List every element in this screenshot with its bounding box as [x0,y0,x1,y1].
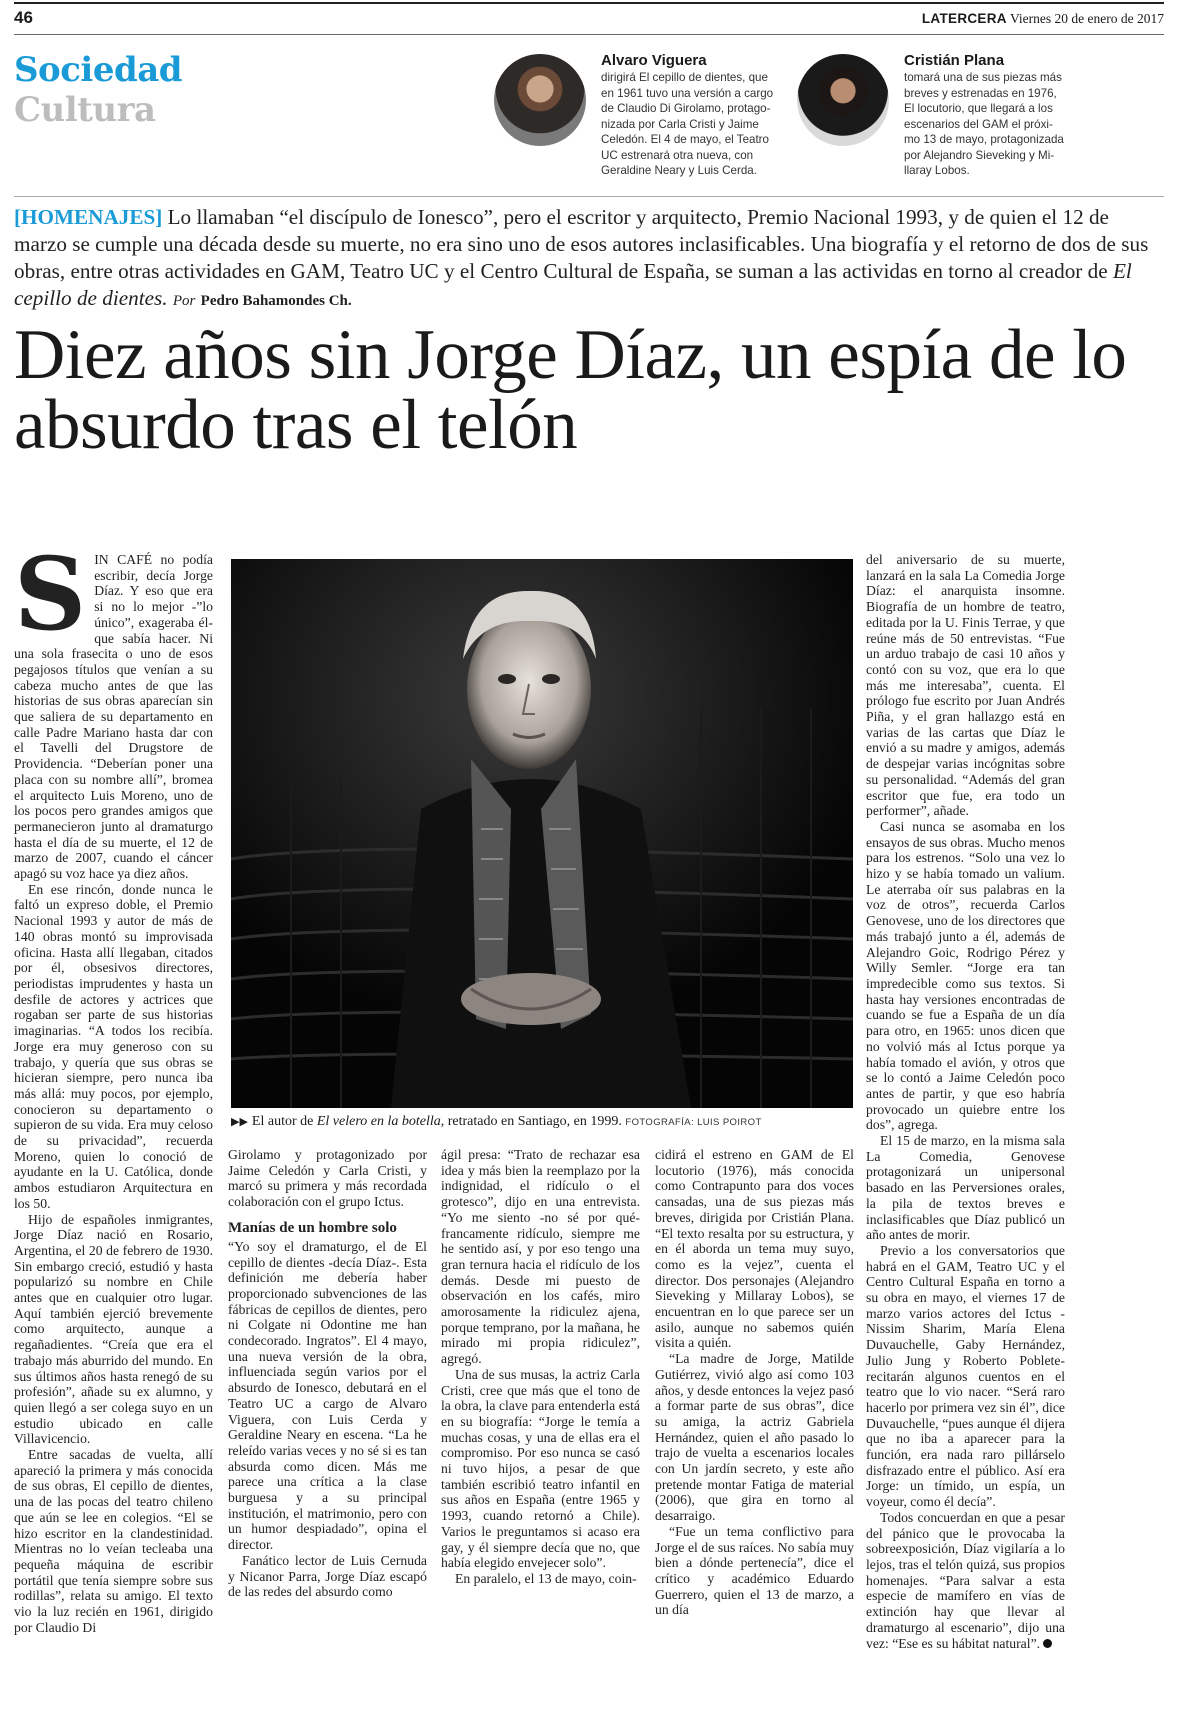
top-rule [14,2,1164,4]
paragraph: “Yo soy el dramaturgo, el de El cepillo de dientes -decía Díaz-. Esta definición me debería haber proporcionado subvenciones de las fábricas de cepillos de dientes, pero ni Colgate ni Odontine me han condecorado. Ingratos”. El 4 mayo, una nueva versión de la obra, influenciada según varios por el absurdo de Ionesco, debutará en el Teatro UC a cargo de Alvaro Viguera, con Luis Cerda y Geraldine Neary en escena. “La he releído varias veces y no sé si es tan absurda como dicen. Más me parece una crítica a la clase burguesa y a su principal institución, el matrimonio, pero con un humor despiadado”, opina el director. [228,1238,427,1553]
profile-alvaro-viguera [601,52,786,179]
end-mark-icon [1043,1639,1052,1648]
photo-caption [231,1113,853,1132]
article-column-5 [866,552,1065,1651]
paragraph: Una de sus musas, la actriz Carla Cristi, cree que más que el tono de la obra, la clave para entenderla está en su biografía: “Jorge le temía a muchas cosas, y una de ellas era el compromiso. Por eso nunca se casó ni tuvo hijos, a pesar de que también escribió teatro infantil en sus años en España (entre 1965 y 1993, cuando retornó a Chile). Varios le preguntamos si acaso era gay, y él siempre decía que no, que había elegido envejecer solo”. [441,1366,640,1571]
caption-title: El velero en la botella [316,1114,441,1129]
paragraph: Previo a los conversatorios que habrá en el GAM, Teatro UC y el Centro Cultural España en torno a su obra en mayo, el viernes 17 de marzo varios actores del Ictus -Nissim Sharim, María Elena Duvauchelle, Gaby Hernández, Julio Jung y Roberto Poblete- recitarán algunos cuentos en el teatro que lo vio nacer. “Será raro hacerlo por primera vez sin él”, dice Duvauchelle, “pues aunque él dijera que no iba a aparecer para la función, era nada raro pillárselo disfrazado entre el público. Así era Jorge: un tímido, un espía, un voyeur, como él decía”. [866,1242,1065,1510]
profile-name: Cristián Plana [904,52,1005,69]
article-column-2 [228,1147,427,1600]
paragraph: En paralelo, el 13 de mayo, coin- [455,1570,637,1586]
caption-text-end: , retratado en Santiago, en 1999. [440,1114,622,1129]
lead-title-ref: El cepillo de dientes. [14,259,1132,310]
avatar-alvaro-viguera [494,54,586,146]
profile-description: dirigirá El cepillo de dientes, que en 1961 tuvo una versión a cargo de Claudio Di Girolamo, protago- nizada por Carla Cristi y Jaime Celedón. El 4 de mayo, el Teatro UC estrenará otra nueva, con Geraldine Neary y Luis Cerda. [601,71,774,177]
brand-name: LATERCERA [921,11,1007,26]
byline-author: Pedro Bahamondes Ch. [200,293,352,309]
paragraph: Entre sacadas de vuelta, allí apareció la primera y más conocida de sus obras, El cepillo de dientes, una de las pocas del teatro chileno que aún se lee en colegios. “El se hizo escritor en la clandestinidad. Mientras no lo veían tecleaba una pequeña máquina de escribir portátil que tenía siempre sobre sus rodillas”, relata su amigo. El texto vio la luz recién en 1961, dirigido por Claudio Di [14,1447,213,1635]
drop-cap: S [14,535,87,653]
lead-text: Lo llamaban “el discípulo de Ionesco”, pero el escritor y arquitecto, Premio Nacional 1993, y de quien el 12 de marzo se cumple una década desde su muerte, no era sino uno de esos autores inclasificables. Una biografía y el retorno de dos de sus obras, entre otras actividades en GAM, Teatro UC y el Centro Cultural de España, se suman a las actividas en torno al creador de [14,205,1149,283]
headline: Diez años sin Jorge Díaz, un espía de lo absurdo tras el telón [14,316,1127,464]
paragraph: del aniversario de su muerte, lanzará en la sala La Comedia Jorge Díaz: el anarquista insomne. Biografía de un hombre de teatro, editada por la U. Finis Terrae, y que reúne más de 50 entrevistas. “Fue un arduo trabajo de casi 10 años y contó con su voz, que era lo que más me interesaba”, cuenta. El prólogo fue escrito por Juan Andrés Piña, y el gran hallazgo está en varias de las cartas que Díaz le envió a su madre y amigos, además de despejar varias incógnitas sobre su personalidad. “Además del gran escritor que fue, era todo un performer”, añade. [866,552,1065,819]
paragraph-last [866,1510,1065,1651]
lead-paragraph [14,204,1164,315]
paragraph: Girolamo y protagonizado por Jaime Celedón y Carla Cristi, y marcó su primera y más recordada colaboración con el grupo Ictus. [228,1147,427,1210]
issue-date: Viernes 20 de enero de 2017 [1009,11,1164,26]
paragraph: IN CAFÉ no podía escribir, decía Jorge Díaz. Y eso que era si no lo mejor -”lo único”, exageraba él- que sabía hacer. Ni una sola frasecita o uno de esos pegajosos títulos que venían a su cabeza mucho antes de que las historias de sus obras aparecían sin que saliera de su departamento en calle Padre Mariano hasta dar con el Tavelli del Drugstore de Providencia. “Deberían poner una placa con su nombre allí”, bromea el arquitecto Luis Moreno, uno de los pocos pero grandes amigos que permanecieron junto al dramaturgo hasta el día de su muerte, el 12 de marzo de 2007, cuando el cáncer apagó su voz hace ya diez años. [14,552,213,882]
profile-name: Alvaro Viguera [601,52,707,69]
paragraph: “La madre de Jorge, Matilde Gutiérrez, vivió algo así como 103 años, y desde entonces la vejez pasó a formar parte de sus obras”, dice su amiga, la actriz Gabriela Hernández, quien el año pasado lo trajo de vuelta a escenarios locales con Un jardín secreto, y este año pretende montar Fatiga de material (2006), que gira en torno al desarraigo. [655,1351,854,1524]
profile-cristian-plana [904,52,1084,179]
avatar-cristian-plana [797,54,889,146]
header-rule [14,34,1164,35]
subsection-title: Cultura [14,90,156,130]
paragraph: En ese rincón, donde nunca le faltó un expreso doble, el Premio Nacional 1993 y autor de más de 140 obras montó su improvisada oficina. Hasta allí llegaban, citados por él, obsesivos directores, periodistas imprudentes y hasta un desfile de actores y actrices que rogaban ser parte de sus historias imaginarias. “A todos los recibía. Jorge era muy generoso con su trabajo, y quería que sus obras se hicieran siempre, pero nunca iba más allá: muy pocos, por ejemplo, conocieron su departamento o supieron de su vida. Era muy celoso de su privacidad”, recuerda Moreno, quien lo conoció de ayudante en la U. Católica, donde ambos estudiaron Arquitectura en los 50. [14,881,213,1211]
portrait-photo [231,559,853,1108]
photo-credit: FOTOGRAFÍA: LUIS POIROT [625,1117,762,1128]
section-title: Sociedad [14,50,183,90]
paragraph: Hijo de españoles inmigrantes, Jorge Díaz nació en Rosario, Argentina, el 20 de febrero de 1930. Sin embargo creció, estudió y hasta popularizó su nombre en Chile antes que en cualquier otro lugar. Aquí también ejerció brevemente como arquitecto, aunque a regañadientes. “Creía que era el trabajo más aburrido del mundo. En sus últimos años hasta renegó de su profesión”, añade su ex alumno, y quien llegó a ser colega suyo en un estudio ubicado en calle Villavicencio. [14,1211,213,1447]
page-number: 46 [14,8,33,27]
caption-arrows-icon: ▶▶ [231,1116,248,1128]
article-column-1 [14,535,213,1636]
paragraph: El 15 de marzo, en la misma sala La Comedia, Genovese protagonizará un unipersonal basado en las Perversiones orales, la pila de textos breves e inclasificables que Díaz publicó un año antes de morir. [866,1133,1065,1243]
paragraph-text: Todos concuerdan en que a pesar del pánico que le provocaba la sobreexposición, Díaz vigilaría a lo lejos, tras el telón quizá, sus propios homenajes. “Para salvar a esta especie de mamífero en vías de extinción hay que llevar al dramaturgo al escenario”, dijo una vez: “Ese es su hábitat natural”. [866,1509,1065,1651]
paragraph: cidirá el estreno en GAM de El locutorio (1976), más conocida como Contrapunto para dos voces cansadas, una de sus piezas más breves, dirigida por Cristián Plana. “El texto resalta por su estructura, y en él aborda un tema muy suyo, como es la vejez”, cuenta el director. Dos personajes (Alejandro Sieveking y Millaray Lobos), se encuentran en lo que parece ser un asilo, aunque no sabemos quién visita a quién. [655,1147,854,1351]
lead-rule [14,196,1164,197]
paragraph: Casi nunca se asomaba en los ensayos de sus obras. Mucho menos para los estrenos. “Solo una vez lo hizo y se había tomado un valium. Le aterraba oír sus palabras en la voz de otros”, recuerda Carlos Genovese, uno de los directores que más trabajó junto a él, además de Alejandro Goic, Rodrigo Pérez y Willy Semler. “Jorge era tan impredecible como sus textos. Si hasta hay versiones encontradas de cuando se fue a España de un día para otro, en 1965: unos dicen que no volvió más al Ictus porque ya había tomado el avión, y otros que se lo contó a Jaime Celedón poco antes de partir, y que eso habría provocado un quiebre entre los dos”, agrega. [866,818,1065,1133]
portrait-photo-art [231,559,853,1108]
profile-description: tomará una de sus piezas más breves y estrenadas en 1976, El locutorio, que llegará a los escenarios del GAM el próxi- mo 13 de mayo, protagonizada por Alejandro Sieveking y Mi- llaray Lobos. [904,71,1064,177]
paragraph: “Fue un tema conflictivo para Jorge el de sus raíces. No sabía muy bien a dónde pertenecía”, dice el crítico y académico Eduardo Guerrero, quien el 13 de marzo, a un día [655,1523,854,1618]
section-tag: [HOMENAJES] [14,205,163,229]
article-column-3 [441,1147,640,1587]
byline-prefix: Por [172,293,196,309]
dateline [922,11,1164,27]
article-column-4 [655,1147,854,1618]
caption-text: El autor de [251,1114,317,1129]
paragraph: ágil presa: “Trato de rechazar esa idea y más bien la reemplazo por la indignidad, el ridículo o el grotesco”, dijo en una entrevista. “Yo me siento -no sé por qué- francamente ridículo, siempre me he sentido así, y por eso tengo una gran ternura hacia el ridículo de los demás. Desde mi puesto de observación en los cafés, miro amorosamente la ridiculez ajena, porque temprano, por la mañana, he mirado mi propia ridiculez”, agregó. [441,1147,640,1367]
subheading: Manías de un hombre solo [228,1219,397,1236]
paragraph: Fanático lector de Luis Cernuda y Nicanor Parra, Jorge Díaz escapó de las redes del absurdo como [228,1552,427,1600]
